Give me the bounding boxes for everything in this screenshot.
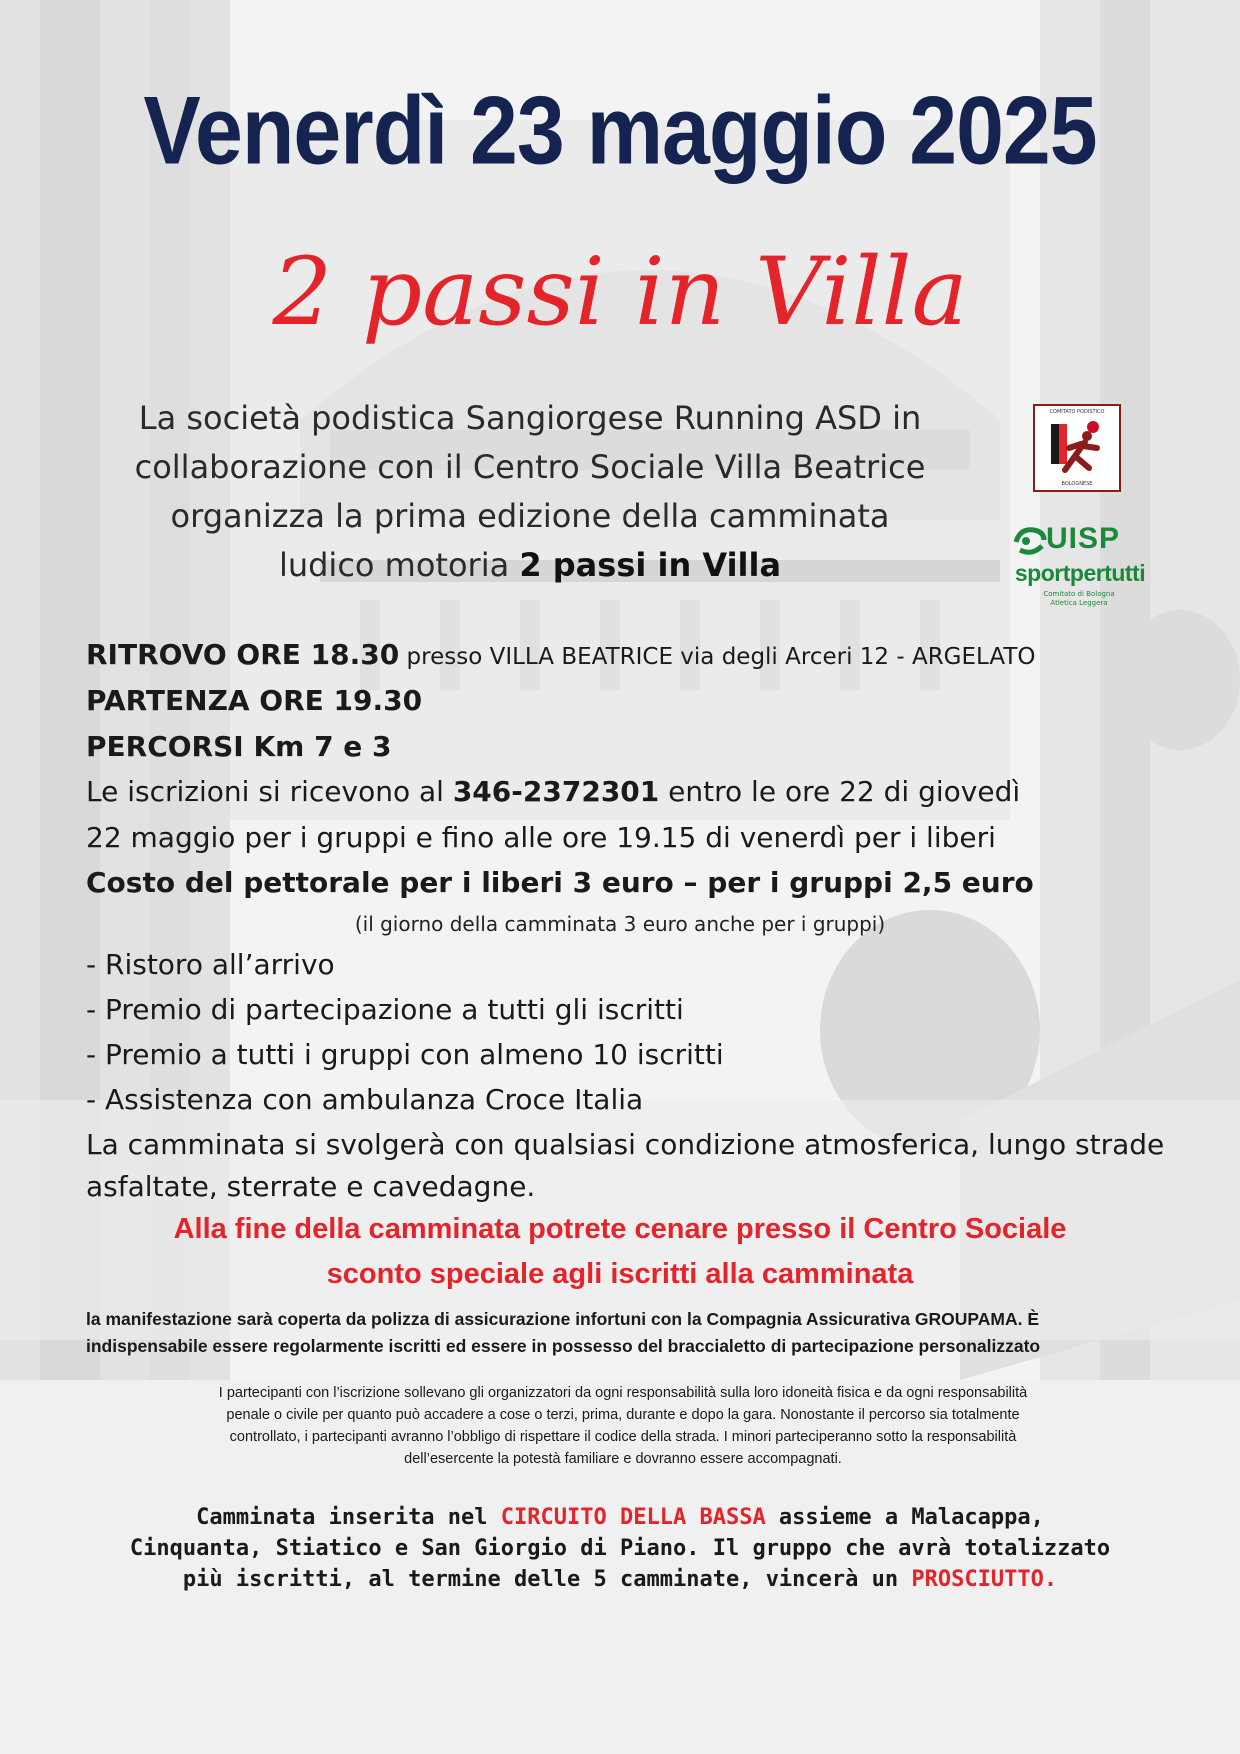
costo-note: (il giorno della camminata 3 euro anche per i gruppi) — [354, 912, 886, 936]
iscrizioni-line: Le iscrizioni si ricevono al 346-2372301 entro le ore 22 di giovedì — [86, 775, 1021, 808]
costo-line: Costo del pettorale per i liberi 3 euro – per i gruppi 2,5 euro — [86, 866, 1034, 899]
bullet-item: - Premio di partecipazione a tutti gli iscritti — [86, 993, 684, 1026]
circuit-name: CIRCUITO DELLA BASSA — [500, 1505, 766, 1530]
partenza-line: PARTENZA ORE 19.30 — [86, 684, 423, 717]
iscrizioni-line-2: 22 maggio per i gruppi e fino alle ore 19.15 di venerdì per i liberi — [86, 821, 996, 854]
intro-line: organizza la prima edizione della camminata — [170, 497, 890, 535]
disclaimer: I partecipanti con l’iscrizione sollevano gli organizzatori da ogni responsabilità sulla loro idoneità fisica e da ogni responsabilità penale o civile per quanto può accadere a cose o terzi, prima, durante e dopo la gara. Nonostante il percorso sia totalmente controllato, i partecipanti avranno l’obbligo di rispettare il codice della strada. I minori parteciperanno sotto la responsabilità dell’esercente la potestà familiare e dovranno essere accompagnati. — [218, 1385, 1028, 1467]
event-title: 2 passi in Villa — [272, 238, 968, 347]
ritrovo-location: presso VILLA BEATRICE via degli Arceri 12 - ARGELATO — [399, 644, 1036, 670]
comitato-podistico-logo — [1033, 404, 1121, 492]
ritrovo-line — [86, 638, 1166, 671]
logo-caption-bottom: BOLOGNESE — [1061, 481, 1093, 487]
uisp-swirl-icon — [1012, 524, 1048, 558]
circuit-announcement: Camminata inserita nel CIRCUITO DELLA BASSA assieme a Malacappa, Cinquanta, Stiatico e San Giorgio di Piano. Il gruppo che avrà totalizzato più iscritti, al termine delle 5 camminate, vincerà un PROSCIUTTO. — [129, 1505, 1111, 1592]
intro-event-name: 2 passi in Villa — [519, 546, 782, 584]
insurance-note: la manifestazione sarà coperta da polizza di assicurazione infortuni con la Compagnia Assicurativa GROUPAMA. È indispensabile essere regolarmente iscritti ed essere in possesso del braccialetto di partecipazione personalizzato — [86, 1309, 1041, 1356]
intro-line: ludico motoria 2 passi in Villa — [278, 546, 782, 584]
dinner-highlight: Alla fine della camminata potrete cenare presso il Centro Sociale — [173, 1213, 1067, 1245]
percorsi-line: PERCORSI Km 7 e 3 — [86, 730, 392, 763]
intro-line: La società podistica Sangiorgese Running ASD in — [138, 399, 922, 437]
weather-line: asfaltate, sterrate e cavedagne. — [86, 1170, 536, 1203]
discount-highlight: sconto speciale agli iscritti alla camminata — [326, 1258, 914, 1290]
bullet-item: - Assistenza con ambulanza Croce Italia — [86, 1083, 644, 1116]
intro-line: collaborazione con il Centro Sociale Villa Beatrice — [134, 448, 926, 486]
intro-paragraph — [80, 394, 980, 590]
uisp-tagline: sportpertutti — [1014, 560, 1146, 586]
weather-line: La camminata si svolgerà con qualsiasi condizione atmosferica, lungo strade — [86, 1128, 1165, 1161]
logo-caption-top: COMITATO PODISTICO — [1049, 409, 1105, 415]
bullet-item: - Ristoro all’arrivo — [86, 948, 335, 981]
ritrovo-label: RITROVO ORE 18.30 — [86, 638, 400, 671]
event-date: Venerdì 23 maggio 2025 — [143, 77, 1097, 185]
uisp-logo — [1010, 522, 1148, 614]
runner-icon — [1045, 418, 1111, 480]
uisp-wordmark: UISP — [1046, 522, 1121, 555]
prize-name: PROSCIUTTO. — [911, 1567, 1058, 1592]
phone-number: 346-2372301 — [452, 775, 660, 808]
bullet-item: - Premio a tutti i gruppi con almeno 10 iscritti — [86, 1038, 724, 1071]
uisp-comitato: Comitato di Bologna Atletica Leggera — [1043, 590, 1115, 607]
